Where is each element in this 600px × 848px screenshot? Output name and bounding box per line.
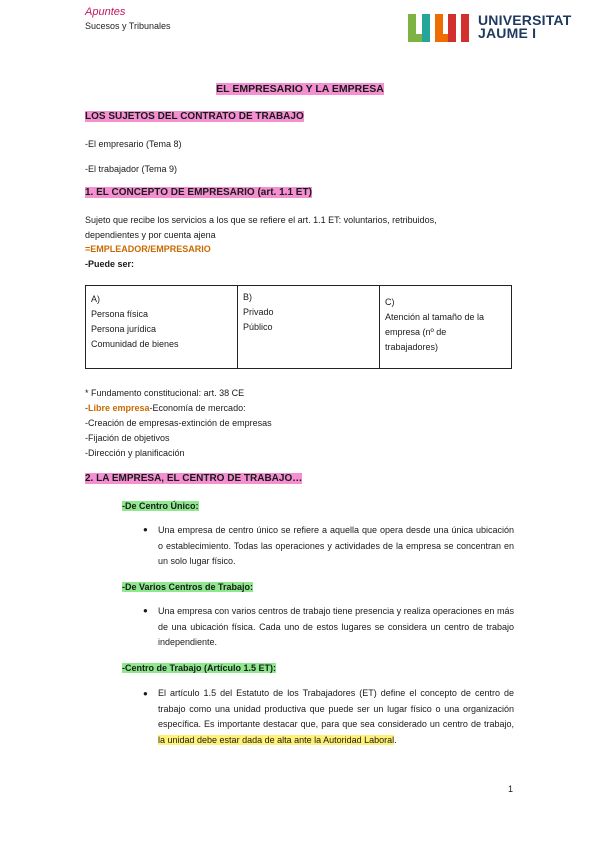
section1-heading <box>85 187 312 198</box>
section1-line2: dependientes y por cuenta ajena <box>85 230 216 240</box>
section0-item1: -El empresario (Tema 8) <box>85 139 182 149</box>
fundamento-line: * Fundamento constitucional: art. 38 CE <box>85 388 245 398</box>
table-cell: empresa (nº de <box>385 327 447 337</box>
bullet-icon: ● <box>143 606 148 615</box>
sub3-text-main: El artículo 1.5 del Estatuto de los Trabajadores (ET) define el concepto de centro de trabajo como una unidad productiva que puede ser un lugar físico o una organización específica. Es importante destacar que, para que sea considerado un centro de trabajo, <box>158 688 514 729</box>
section0-heading <box>85 111 304 122</box>
table-cell: C) <box>385 297 395 307</box>
table-cell: A) <box>91 294 100 304</box>
sub1-title <box>122 501 199 511</box>
bullet-icon: ● <box>143 689 148 698</box>
section1-puede: -Puede ser: <box>85 259 135 269</box>
university-logo <box>408 14 578 44</box>
header-subtitle: Sucesos y Tribunales <box>85 21 171 31</box>
section2-heading-text: 2. LA EMPRESA, EL CENTRO DE TRABAJO… <box>85 473 303 484</box>
logo-text-line2: JAUME I <box>478 25 537 41</box>
document-title <box>0 83 600 95</box>
section1-equals: =EMPLEADOR/EMPRESARIO <box>85 244 211 254</box>
logo-text-line1: UNIVERSITAT <box>478 12 572 28</box>
section0-item2: -El trabajador (Tema 9) <box>85 164 178 174</box>
document-title-text: EL EMPRESARIO Y LA EMPRESA <box>216 83 384 95</box>
sub3-text-highlight: la unidad debe estar dada de alta ante la Autoridad Laboral <box>158 734 395 745</box>
table-col-c <box>380 286 512 369</box>
sub2-title-text: -De Varios Centros de Trabajo: <box>122 582 254 592</box>
header-apuntes-label: Apuntes <box>85 6 126 18</box>
table-cell: Privado <box>243 307 274 317</box>
sub2-text: Una empresa con varios centros de trabajo tiene presencia y realiza operaciones en más de una ubicación física. Cada uno de estos lugares se considera un centro de trabajo independiente. <box>158 606 514 647</box>
libre-prefix: - <box>85 403 88 413</box>
uji-logo-icon <box>408 14 474 44</box>
logo-text <box>478 14 571 40</box>
empresario-types-table <box>85 285 512 369</box>
section1-line1: Sujeto que recibe los servicios a los que se refiere el art. 1.1 ET: voluntarios, retribuidos, <box>85 215 437 225</box>
table-cell: Público <box>243 322 273 332</box>
list-item: -Creación de empresas-extinción de empresas <box>85 418 272 428</box>
section2-heading <box>85 473 302 484</box>
libre-suffix: -Economía de mercado: <box>149 403 246 413</box>
list-item: -Fijación de objetivos <box>85 433 170 443</box>
libre-empresa-label: Libre empresa <box>88 403 150 413</box>
table-cell: Persona física <box>91 309 149 319</box>
section0-heading-text: LOS SUJETOS DEL CONTRATO DE TRABAJO <box>85 111 304 122</box>
list-item: -Dirección y planificación <box>85 448 185 458</box>
sub2-title <box>122 582 253 592</box>
page-number: 1 <box>508 784 514 794</box>
sub1-text: Una empresa de centro único se refiere a aquella que opera desde una única ubicación o establecimiento. Todas las operaciones y actividades de la empresa se concentran en un solo lugar físico. <box>158 525 514 566</box>
sub3-title <box>122 663 276 673</box>
table-cell: Persona jurídica <box>91 324 157 334</box>
section1-heading-text: 1. EL CONCEPTO DE EMPRESARIO (art. 1.1 ET) <box>85 187 312 198</box>
libre-empresa-line <box>85 401 246 416</box>
table-cell: Comunidad de bienes <box>91 339 179 349</box>
table-col-a <box>86 286 238 369</box>
sub1-title-text: -De Centro Único: <box>122 501 199 511</box>
sub3-title-text: -Centro de Trabajo (Artículo 1.5 ET): <box>122 663 277 673</box>
sub3-text <box>158 686 514 748</box>
bullet-icon: ● <box>143 525 148 534</box>
table-col-b <box>238 286 380 369</box>
table-cell: B) <box>243 292 252 302</box>
sub3-text-end: . <box>394 734 397 745</box>
table-cell: Atención al tamaño de la <box>385 312 485 322</box>
table-cell: trabajadores) <box>385 342 439 352</box>
